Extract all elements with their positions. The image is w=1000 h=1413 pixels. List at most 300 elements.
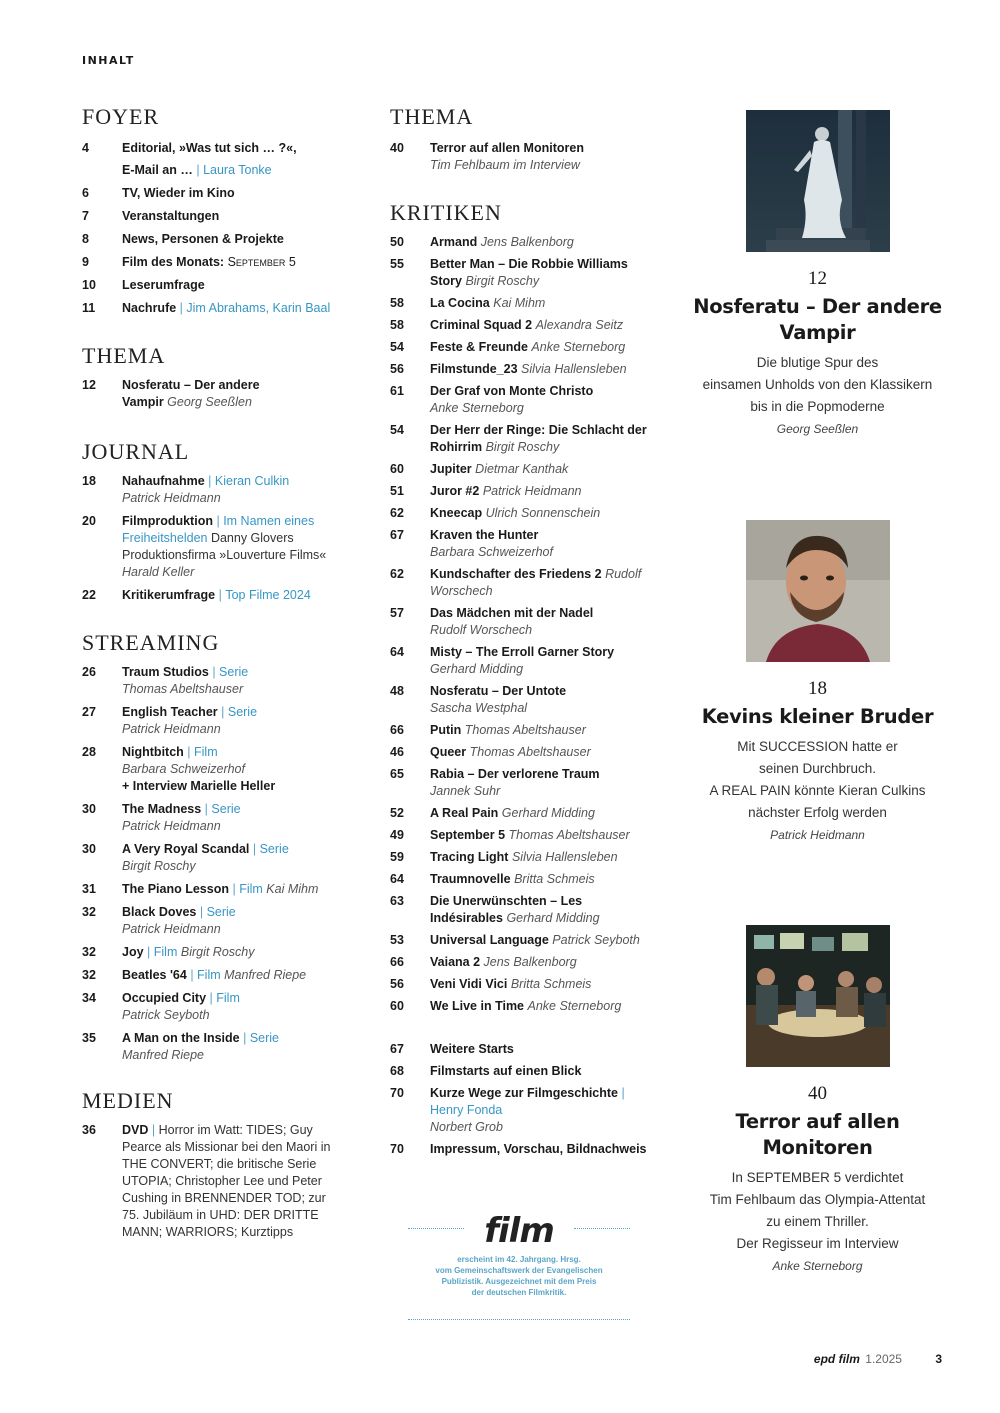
entry-title: Occupied City: [122, 991, 207, 1005]
toc-entry[interactable]: [82, 587, 344, 604]
entry-description: Danny Glovers Produktionsfirma »Louverture Films«: [122, 531, 327, 562]
entry-topic: Serie: [259, 842, 289, 856]
masthead: [408, 1212, 630, 1320]
entry-author: Birgit Roschy: [485, 440, 560, 454]
page-number: 32: [82, 905, 96, 919]
toc-entry[interactable]: [390, 527, 652, 561]
entry-text: [430, 954, 652, 971]
entry-text: [430, 1063, 652, 1080]
section-foyer: [82, 104, 344, 317]
feature-title: Kevins kleiner Bruder: [701, 705, 934, 728]
toc-entry[interactable]: [390, 1141, 652, 1158]
entry-text: [430, 527, 652, 561]
entry-title: La Cocina: [430, 296, 490, 310]
entry-text: [430, 295, 652, 312]
page-number: 51: [390, 484, 404, 498]
entry-title: Film des Monats:: [122, 255, 225, 269]
page-number: 6: [82, 186, 89, 200]
entry-title: Vaiana 2: [430, 955, 481, 969]
entry-title: A Real Pain: [430, 806, 499, 820]
toc-entry[interactable]: [82, 881, 344, 898]
feature-page: 18: [808, 678, 827, 699]
dotted-rule: [408, 1228, 464, 1229]
entry-title: Die Unerwünschten – Les Indésirables: [430, 894, 583, 925]
page-number: 31: [82, 882, 96, 896]
page-number: 56: [390, 362, 404, 376]
entry-extra: + Interview Marielle Heller: [122, 779, 276, 793]
separator: |: [151, 1123, 156, 1137]
entry-title: Better Man – Die Robbie Williams Story: [430, 257, 628, 288]
entry-topic: Serie: [219, 665, 249, 679]
entry-topic: Laura Tonke: [203, 163, 272, 177]
entry-author: Barbara Schweizerhof: [122, 762, 245, 776]
toc-entry[interactable]: [82, 300, 344, 317]
toc-entry[interactable]: [82, 704, 344, 738]
page-number: 63: [390, 894, 404, 908]
page-number: 61: [390, 384, 404, 398]
entry-title: The Madness: [122, 802, 202, 816]
entry-author: Thomas Abeltshauser: [464, 723, 586, 737]
entry-title: Feste & Freunde: [430, 340, 528, 354]
separator: |: [252, 842, 257, 856]
entry-title: DVD: [122, 1123, 149, 1137]
page-number: 62: [390, 567, 404, 581]
entry-author: Britta Schmeis: [510, 977, 592, 991]
dotted-rule: [408, 1319, 630, 1320]
toc-entry[interactable]: [82, 801, 344, 835]
toc-entry[interactable]: [390, 256, 652, 290]
entry-text: [430, 766, 652, 800]
page-number: 54: [390, 340, 404, 354]
entry-title: Beatles '64: [122, 968, 187, 982]
page-number: 9: [82, 255, 89, 269]
toc-entry[interactable]: [390, 1041, 652, 1058]
section-thema: [82, 343, 344, 411]
page-number: 67: [390, 528, 404, 542]
toc-entry[interactable]: [82, 473, 344, 507]
entry-text: [430, 805, 652, 822]
toc-entry[interactable]: [82, 944, 344, 961]
section-kicker: INHALT: [82, 54, 135, 67]
entry-topic: Film: [216, 991, 240, 1005]
page-number: 55: [390, 257, 404, 271]
entry-text: [430, 605, 652, 639]
page-number: 66: [390, 955, 404, 969]
page-number: 66: [390, 723, 404, 737]
entry-author: Rudolf Worschech: [430, 567, 642, 598]
entry-text: [430, 483, 652, 500]
entry-author: Jens Balkenborg: [480, 235, 574, 249]
page-number: 50: [390, 235, 404, 249]
page-number: 46: [390, 745, 404, 759]
toc-entry[interactable]: [82, 744, 344, 795]
page-number: 56: [390, 977, 404, 991]
film-logo: film: [484, 1211, 554, 1251]
page-number: 52: [390, 806, 404, 820]
toc-entry[interactable]: [390, 644, 652, 678]
entry-topic: Jim Abrahams, Karin Baal: [186, 301, 331, 315]
entry-text: [430, 644, 652, 678]
entry-author: Birgit Roschy: [180, 945, 255, 959]
entry-text: [430, 256, 652, 290]
section-title: THEMA: [390, 104, 474, 129]
separator: |: [147, 945, 151, 959]
feature-title: Terror auf allen Monitoren: [735, 1110, 900, 1159]
page-footer: [814, 1352, 942, 1366]
toc-entry[interactable]: [390, 1063, 652, 1080]
toc-entry[interactable]: [390, 505, 652, 522]
entry-text: [430, 932, 652, 949]
entry-topic: Im Namen eines Freiheitshelden: [122, 514, 315, 545]
page-number: 48: [390, 684, 404, 698]
entry-author: Kai Mihm: [493, 296, 546, 310]
entry-text: [430, 998, 652, 1015]
toc-entry[interactable]: [390, 893, 652, 927]
toc-entry[interactable]: [390, 422, 652, 456]
toc-entry[interactable]: [390, 383, 652, 417]
entry-topic: Henry Fonda: [430, 1103, 503, 1117]
entry-author: Tim Fehlbaum im Interview: [430, 158, 580, 172]
footer-page-number: 3: [935, 1352, 942, 1366]
separator: |: [204, 802, 208, 816]
entry-author: Patrick Heidmann: [122, 722, 221, 736]
entry-text: [122, 801, 344, 835]
toc-entry[interactable]: [390, 766, 652, 800]
entry-text: [122, 1030, 344, 1064]
entry-title: We Live in Time: [430, 999, 525, 1013]
entry-author: Anke Sterneborg: [531, 340, 626, 354]
page-number: 67: [390, 1042, 404, 1056]
entry-title: Veni Vidi Vici: [430, 977, 508, 991]
entry-title: Das Mädchen mit der Nadel: [430, 606, 594, 620]
entry-text: [430, 422, 652, 456]
entry-title: Filmstarts auf einen Blick: [430, 1064, 582, 1078]
toc-entry[interactable]: [82, 990, 344, 1024]
separator: |: [232, 882, 236, 896]
entry-text: [122, 704, 344, 738]
entry-author: Sascha Westphal: [430, 701, 528, 715]
entry-title: Terror auf allen Monitoren: [430, 141, 584, 155]
page-number: 35: [82, 1031, 96, 1045]
entry-title: Kurze Wege zur Filmgeschichte: [430, 1086, 619, 1100]
toc-entry[interactable]: [82, 1030, 344, 1064]
entry-text: [122, 744, 344, 795]
entry-title: Nightbitch: [122, 745, 184, 759]
toc-entry[interactable]: [390, 605, 652, 639]
separator: |: [218, 588, 222, 602]
entry-title: Nahaufnahme: [122, 474, 205, 488]
page-number: 10: [82, 278, 96, 292]
entry-text: [430, 871, 652, 888]
entry-title: Misty – The Erroll Garner Story: [430, 645, 615, 659]
toc-entry[interactable]: [390, 849, 652, 866]
section-title: MEDIEN: [82, 1088, 174, 1113]
entry-topic: Film: [153, 945, 178, 959]
section-journal: [82, 439, 344, 604]
entry-text: [122, 990, 344, 1024]
section-streaming: [82, 630, 344, 1064]
toc-entry[interactable]: [390, 805, 652, 822]
separator: |: [621, 1086, 625, 1100]
feature-terror[interactable]: [690, 925, 945, 1273]
entry-title: Der Herr der Ringe: Die Schlacht der Rohirrim: [430, 423, 647, 454]
page-number: 12: [82, 378, 96, 392]
entry-author: Harald Keller: [122, 565, 195, 579]
feature-title: Nosferatu – Der andere Vampir: [693, 295, 942, 344]
feature-photo: [746, 925, 890, 1067]
entry-text: [430, 1141, 652, 1158]
entry-title: Tracing Light: [430, 850, 509, 864]
page-number: 22: [82, 588, 96, 602]
toc-entry[interactable]: [390, 339, 652, 356]
entry-author: Jannek Suhr: [430, 784, 501, 798]
entry-author: Silvia Hallensleben: [521, 362, 627, 376]
page-number: 70: [390, 1142, 404, 1156]
toc-entry[interactable]: [82, 841, 344, 875]
entry-text: [430, 317, 652, 334]
toc-entry[interactable]: [82, 254, 344, 271]
separator: |: [187, 745, 191, 759]
entry-text: [430, 234, 652, 251]
entry-title: Traumnovelle: [430, 872, 511, 886]
entry-text: [430, 893, 652, 927]
toc-middle-column: [390, 104, 652, 1158]
page-number: 8: [82, 232, 89, 246]
entry-title: The Piano Lesson: [122, 882, 229, 896]
entry-author: Gerhard Midding: [501, 806, 595, 820]
entry-author: Kai Mihm: [266, 882, 319, 896]
page-number: 32: [82, 968, 96, 982]
page-number: 68: [390, 1064, 404, 1078]
toc-entry[interactable]: [390, 722, 652, 739]
toc-entry[interactable]: [82, 208, 344, 225]
entry-author: Patrick Heidmann: [122, 922, 221, 936]
entry-author: Patrick Heidmann: [122, 491, 221, 505]
toc-entry[interactable]: [390, 827, 652, 844]
separator: |: [221, 705, 225, 719]
entry-author: Thomas Abeltshauser: [469, 745, 591, 759]
entry-title: Universal Language: [430, 933, 549, 947]
section-thema-2: [390, 104, 652, 174]
separator: |: [179, 301, 183, 315]
entry-title: Criminal Squad 2: [430, 318, 533, 332]
entry-text: [430, 461, 652, 478]
entry-title: Filmproduktion: [122, 514, 213, 528]
entry-title: Impressum, Vorschau, Bildnachweis: [430, 1142, 647, 1156]
entry-title: Kneecap: [430, 506, 483, 520]
toc-entry[interactable]: [390, 932, 652, 949]
feature-nosferatu[interactable]: [690, 110, 945, 436]
entry-author: Manfred Riepe: [122, 1048, 204, 1062]
toc-entry[interactable]: [82, 140, 344, 183]
toc-entry[interactable]: [82, 377, 262, 411]
entry-text: [122, 664, 344, 698]
entry-author: Norbert Grob: [430, 1120, 503, 1134]
entry-text: [430, 566, 652, 600]
entry-text: [430, 722, 652, 739]
page-number: 54: [390, 423, 404, 437]
entry-film-title: September 5: [227, 255, 296, 269]
page-number: 60: [390, 999, 404, 1013]
entry-description: Horror im Watt: TIDES; Guy Pearce als Missionar bei den Maori in THE CONVERT; die britische Serie UTOPIA; Christopher Lee und Peter Cushing in BRENNENDER TOD; zur 75. Jubiläum in UHD: DER DRITTE MANN; WARRIORS; Kurztipps: [122, 1123, 331, 1239]
feature-description: Die blutige Spur des einsamen Unholds von den Klassikern bis in die Popmoderne: [702, 355, 933, 414]
entry-text: [430, 744, 652, 761]
toc-entry[interactable]: [390, 976, 652, 993]
page-number: 30: [82, 842, 96, 856]
entry-text: [430, 849, 652, 866]
page-number: 18: [82, 474, 96, 488]
entry-topic: Film: [239, 882, 263, 896]
entry-title: Jupiter: [430, 462, 472, 476]
entry-topic: Film: [197, 968, 221, 982]
entry-author: Patrick Heidmann: [482, 484, 582, 498]
entry-author: Birgit Roschy: [122, 859, 196, 873]
entry-text: [122, 967, 344, 984]
feature-page: 12: [808, 268, 827, 289]
entry-author: Rudolf Worschech: [430, 623, 533, 637]
separator: |: [196, 163, 200, 177]
separator: |: [190, 968, 194, 982]
entry-title: Filmstunde_23: [430, 362, 518, 376]
entry-topic: Top Filme 2024: [225, 588, 311, 602]
toc-entry[interactable]: [82, 1122, 344, 1241]
toc-entry[interactable]: [82, 277, 344, 294]
entry-author: Patrick Seyboth: [552, 933, 640, 947]
toc-entry[interactable]: [390, 998, 652, 1015]
entry-title: Weitere Starts: [430, 1042, 514, 1056]
entry-text: [122, 904, 344, 938]
entry-title: E-Mail an …: [122, 163, 193, 177]
toc-entry[interactable]: [390, 744, 652, 761]
masthead-note: erscheint im 42. Jahrgang. Hrsg. vom Gemeinschaftswerk der Evangelischen Publizistik. Ausgezeichnet mit dem Preis der deutschen Filmkritik.: [435, 1255, 603, 1297]
entry-title: Armand: [430, 235, 478, 249]
entry-title: Der Graf von Monte Christo: [430, 384, 594, 398]
entry-author: Anke Sterneborg: [430, 401, 524, 415]
separator: |: [212, 665, 216, 679]
entry-topic: Serie: [249, 1031, 280, 1045]
footer-issue: 1.2025: [865, 1352, 902, 1366]
page-number: 59: [390, 850, 404, 864]
entry-text: [430, 339, 652, 356]
entry-topic: Serie: [227, 705, 258, 719]
toc-entry[interactable]: [390, 483, 652, 500]
toc-entry[interactable]: [82, 185, 344, 202]
separator: |: [209, 991, 213, 1005]
page-number: 53: [390, 933, 404, 947]
entry-title: Kritikerumfrage: [122, 588, 216, 602]
toc-entry[interactable]: [390, 566, 652, 600]
page-number: 7: [82, 209, 89, 223]
feature-author: Anke Sterneborg: [772, 1259, 863, 1273]
entry-text: [430, 827, 652, 844]
page-number: 20: [82, 514, 96, 528]
page-number: 32: [82, 945, 96, 959]
entry-author: Thomas Abeltshauser: [122, 682, 244, 696]
toc-entry[interactable]: [390, 461, 652, 478]
page-number: 65: [390, 767, 404, 781]
entry-text: [430, 1041, 652, 1058]
page-number: 27: [82, 705, 96, 719]
page-number: 49: [390, 828, 404, 842]
entry-title: Juror #2: [430, 484, 480, 498]
toc-entry[interactable]: [82, 664, 344, 698]
entry-text: [430, 683, 652, 717]
toc-entry[interactable]: [82, 904, 344, 938]
entry-author: Britta Schmeis: [514, 872, 595, 886]
feature-author: Georg Seeßlen: [776, 422, 859, 436]
entry-text: [430, 505, 652, 522]
entry-title: Nosferatu – Der Untote: [430, 684, 567, 698]
feature-description: In SEPTEMBER 5 verdichtet Tim Fehlbaum das Olympia-Attentat zu einem Thriller. Der Regisseur im Interview: [709, 1170, 926, 1251]
feature-page: 40: [808, 1083, 827, 1104]
entry-author: Anke Sterneborg: [527, 999, 622, 1013]
page-number: 30: [82, 802, 96, 816]
toc-entry[interactable]: [390, 234, 652, 251]
toc-entry[interactable]: [390, 1085, 652, 1136]
entry-title: Leserumfrage: [122, 278, 205, 292]
toc-entry[interactable]: [390, 317, 652, 334]
entry-author: Dietmar Kanthak: [475, 462, 569, 476]
entry-title: Rabia – Der verlorene Traum: [430, 767, 600, 781]
toc-entry[interactable]: [390, 954, 652, 971]
feature-photo: [746, 110, 890, 252]
page-number: 64: [390, 872, 404, 886]
entry-title: Nosferatu – Der andere Vampir: [122, 378, 260, 409]
toc-entry[interactable]: [82, 513, 344, 581]
feature-photo: [746, 520, 890, 662]
section-medien: [82, 1088, 344, 1241]
toc-entry[interactable]: [390, 871, 652, 888]
feature-kevins-bruder[interactable]: [690, 520, 945, 842]
entry-author: Thomas Abeltshauser: [508, 828, 630, 842]
entry-topic: Kieran Culkin: [214, 474, 290, 488]
toc-entry[interactable]: [82, 231, 344, 248]
toc-entry[interactable]: [390, 140, 652, 174]
kritiken-list: [390, 234, 652, 1015]
toc-entry[interactable]: [82, 967, 344, 984]
toc-entry[interactable]: [390, 295, 652, 312]
entry-author: Patrick Seyboth: [122, 1008, 210, 1022]
toc-left-column: [82, 104, 344, 1241]
entry-author: Georg Seeßlen: [167, 395, 252, 409]
entry-title: Kraven the Hunter: [430, 528, 539, 542]
entry-title: English Teacher: [122, 705, 218, 719]
entry-title: Veranstaltungen: [122, 209, 220, 223]
page-number: 40: [390, 141, 404, 155]
toc-entry[interactable]: [390, 683, 652, 717]
page-number: 62: [390, 506, 404, 520]
entry-text: [122, 841, 344, 875]
page-number: 11: [82, 301, 96, 315]
section-kritiken: [390, 200, 652, 1015]
entry-author: Gerhard Midding: [506, 911, 600, 925]
page-number: 64: [390, 645, 404, 659]
page-number: 57: [390, 606, 404, 620]
entry-author: Manfred Riepe: [224, 968, 307, 982]
separator: |: [208, 474, 212, 488]
entry-title: Putin: [430, 723, 462, 737]
feature-author: Patrick Heidmann: [770, 828, 865, 842]
entry-author: Gerhard Midding: [430, 662, 524, 676]
entry-title: Queer: [430, 745, 467, 759]
entry-author: Birgit Roschy: [465, 274, 540, 288]
section-title: THEMA: [82, 343, 166, 368]
toc-entry[interactable]: [390, 361, 652, 378]
page-number: 26: [82, 665, 96, 679]
entry-title: Kundschafter des Friedens 2: [430, 567, 602, 581]
entry-text: [430, 976, 652, 993]
page-number: 34: [82, 991, 96, 1005]
